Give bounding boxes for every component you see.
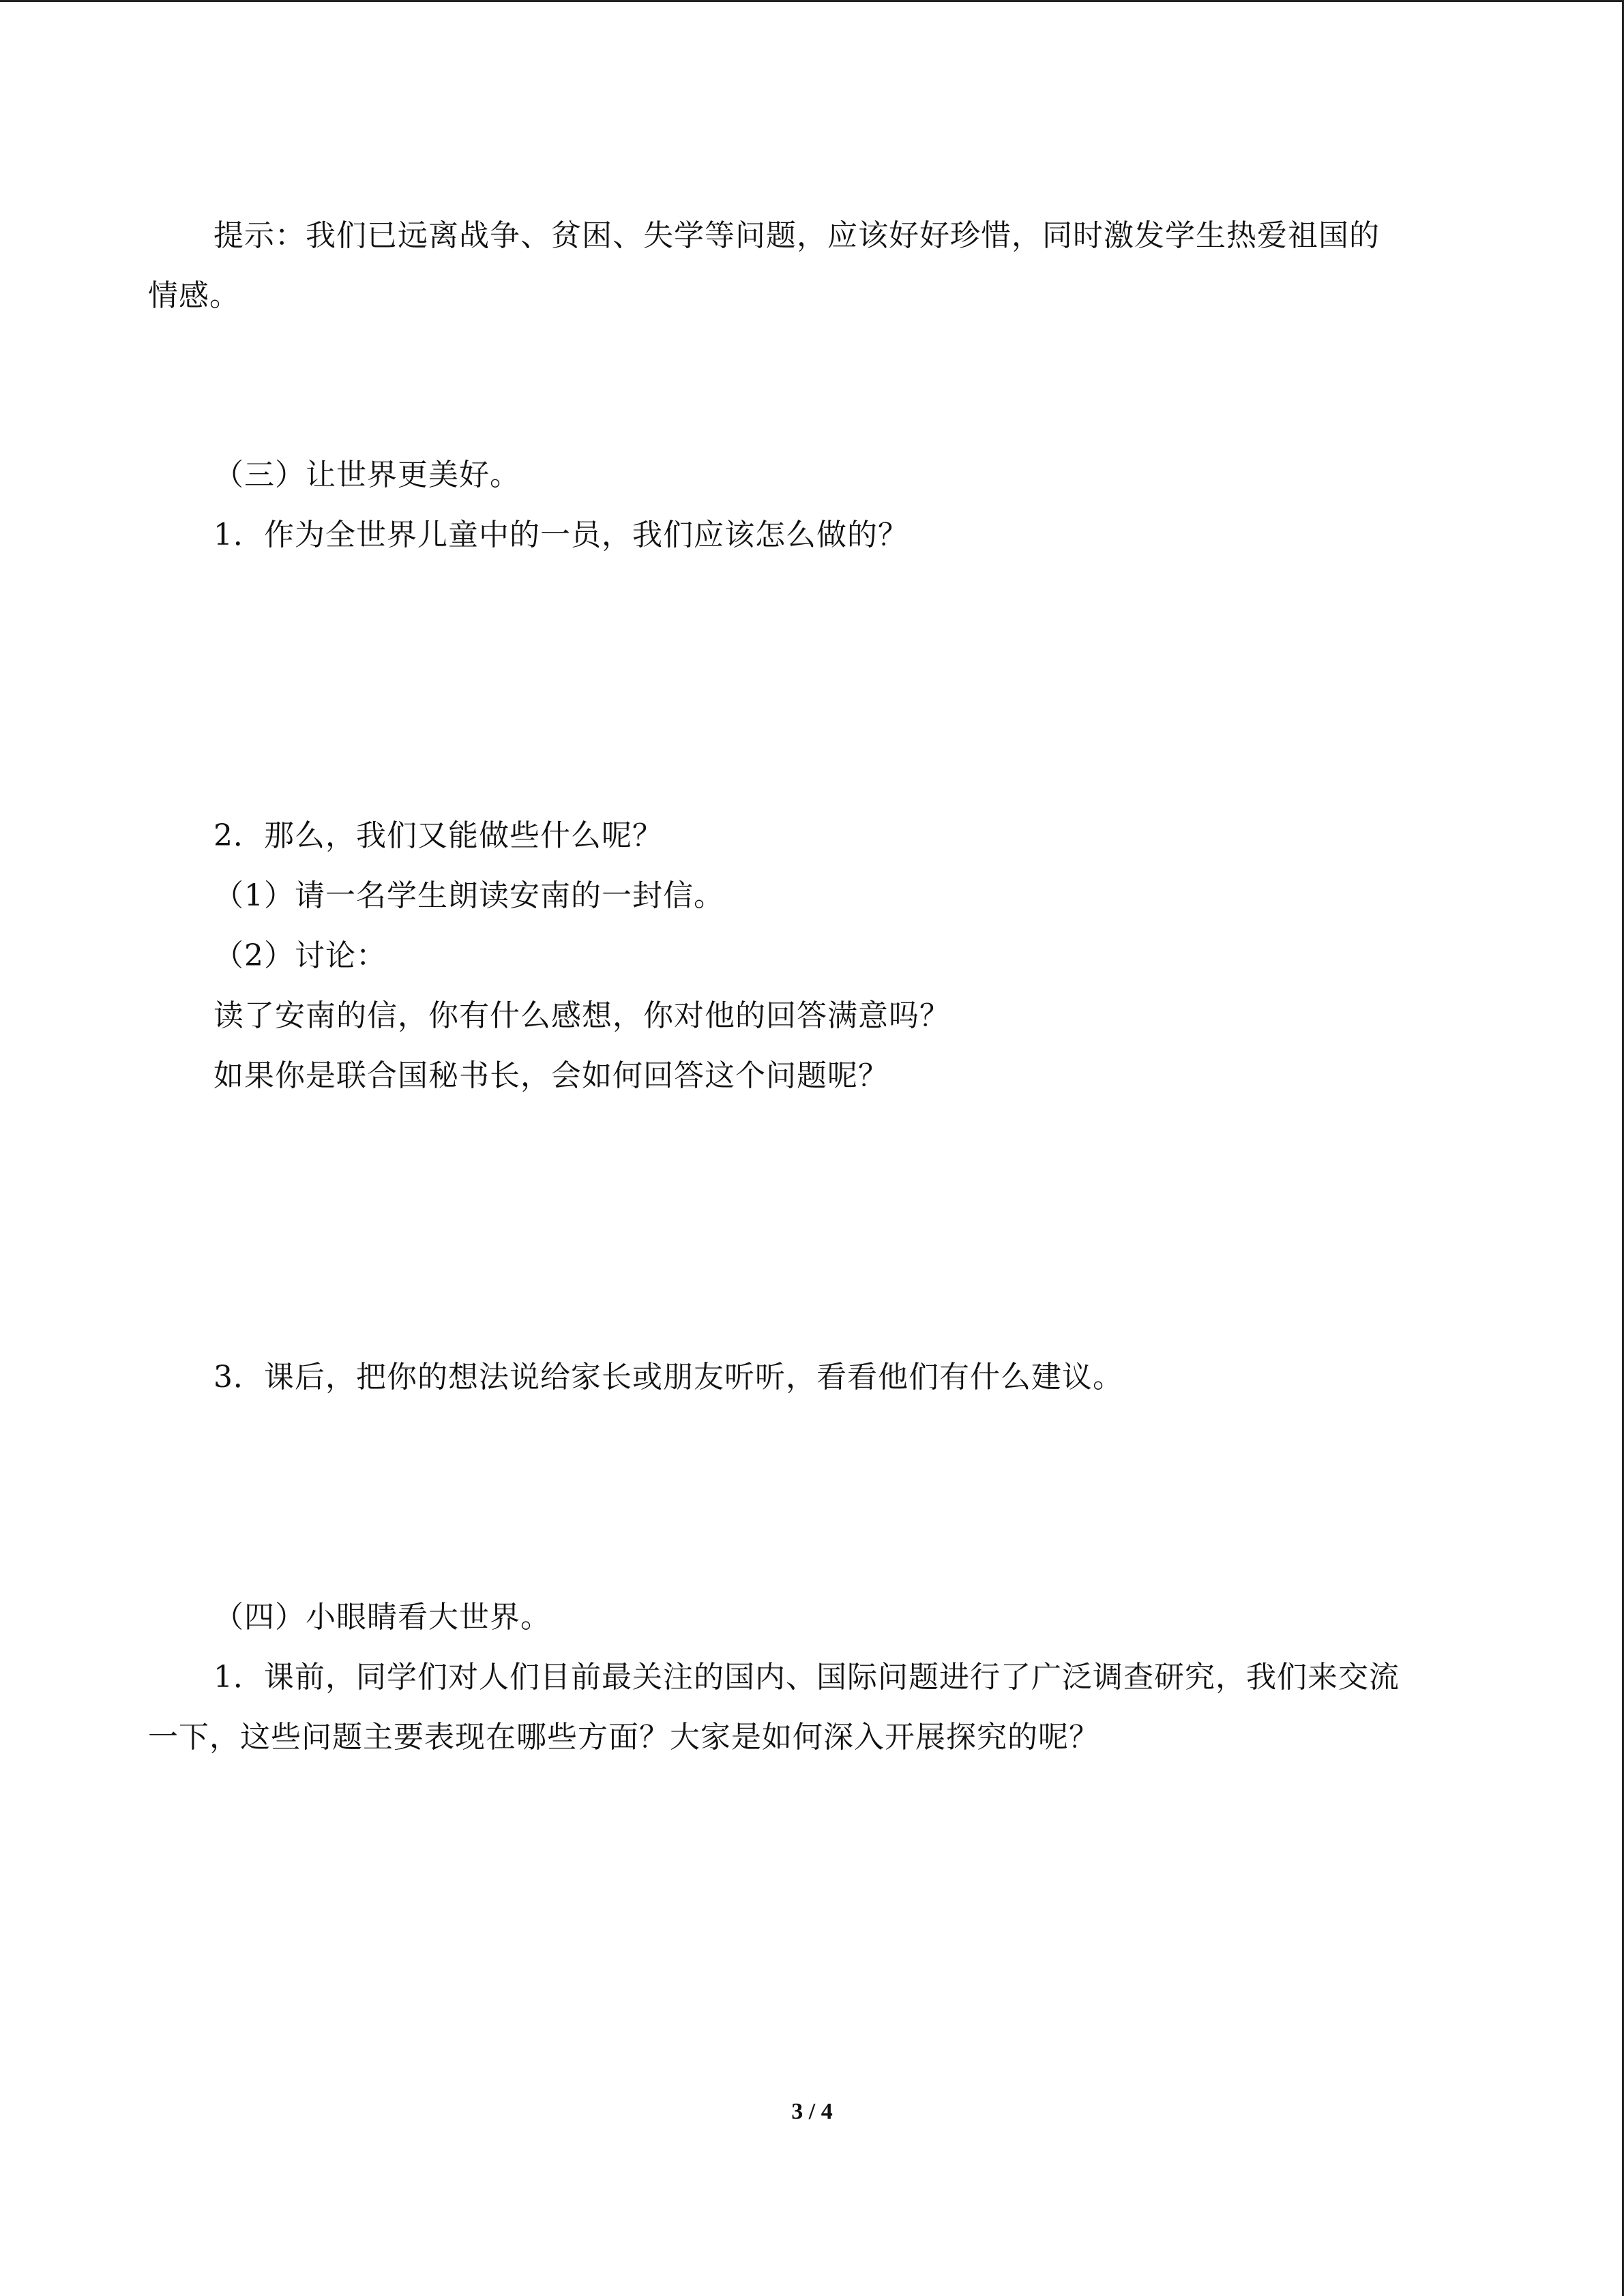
section-three-heading: （三）让世界更美好。 <box>213 458 520 492</box>
section-three-question-2-item-1: （1）请一名学生朗读安南的一封信。 <box>213 878 724 913</box>
section-four-heading: （四）小眼睛看大世界。 <box>213 1600 551 1635</box>
hint-paragraph-line-2: 情感。 <box>148 278 240 313</box>
discussion-question-1: 读了安南的信，你有什么感想，你对他的回答满意吗？ <box>213 998 950 1033</box>
page-number: 3 / 4 <box>791 2099 833 2124</box>
hint-paragraph-line-1: 提示：我们已远离战争、贫困、失学等问题，应该好好珍惜，同时激发学生热爱祖国的 <box>213 218 1380 253</box>
section-four-question-1-line-1: 1．课前，同学们对人们目前最关注的国内、国际问题进行了广泛调查研究，我们来交流 <box>213 1660 1400 1695</box>
section-four-question-1-line-2: 一下，这些问题主要表现在哪些方面？大家是如何深入开展探究的呢？ <box>148 1720 1099 1755</box>
section-three-question-2-item-2: （2）讨论： <box>213 938 387 973</box>
section-three-question-2: 2．那么，我们又能做些什么呢？ <box>213 818 663 853</box>
discussion-question-2: 如果你是联合国秘书长，会如何回答这个问题呢？ <box>213 1058 889 1093</box>
section-three-question-1: 1．作为全世界儿童中的一员，我们应该怎么做的？ <box>213 518 909 552</box>
section-three-question-3: 3．课后，把你的想法说给家长或朋友听听，看看他们有什么建议。 <box>213 1360 1123 1395</box>
